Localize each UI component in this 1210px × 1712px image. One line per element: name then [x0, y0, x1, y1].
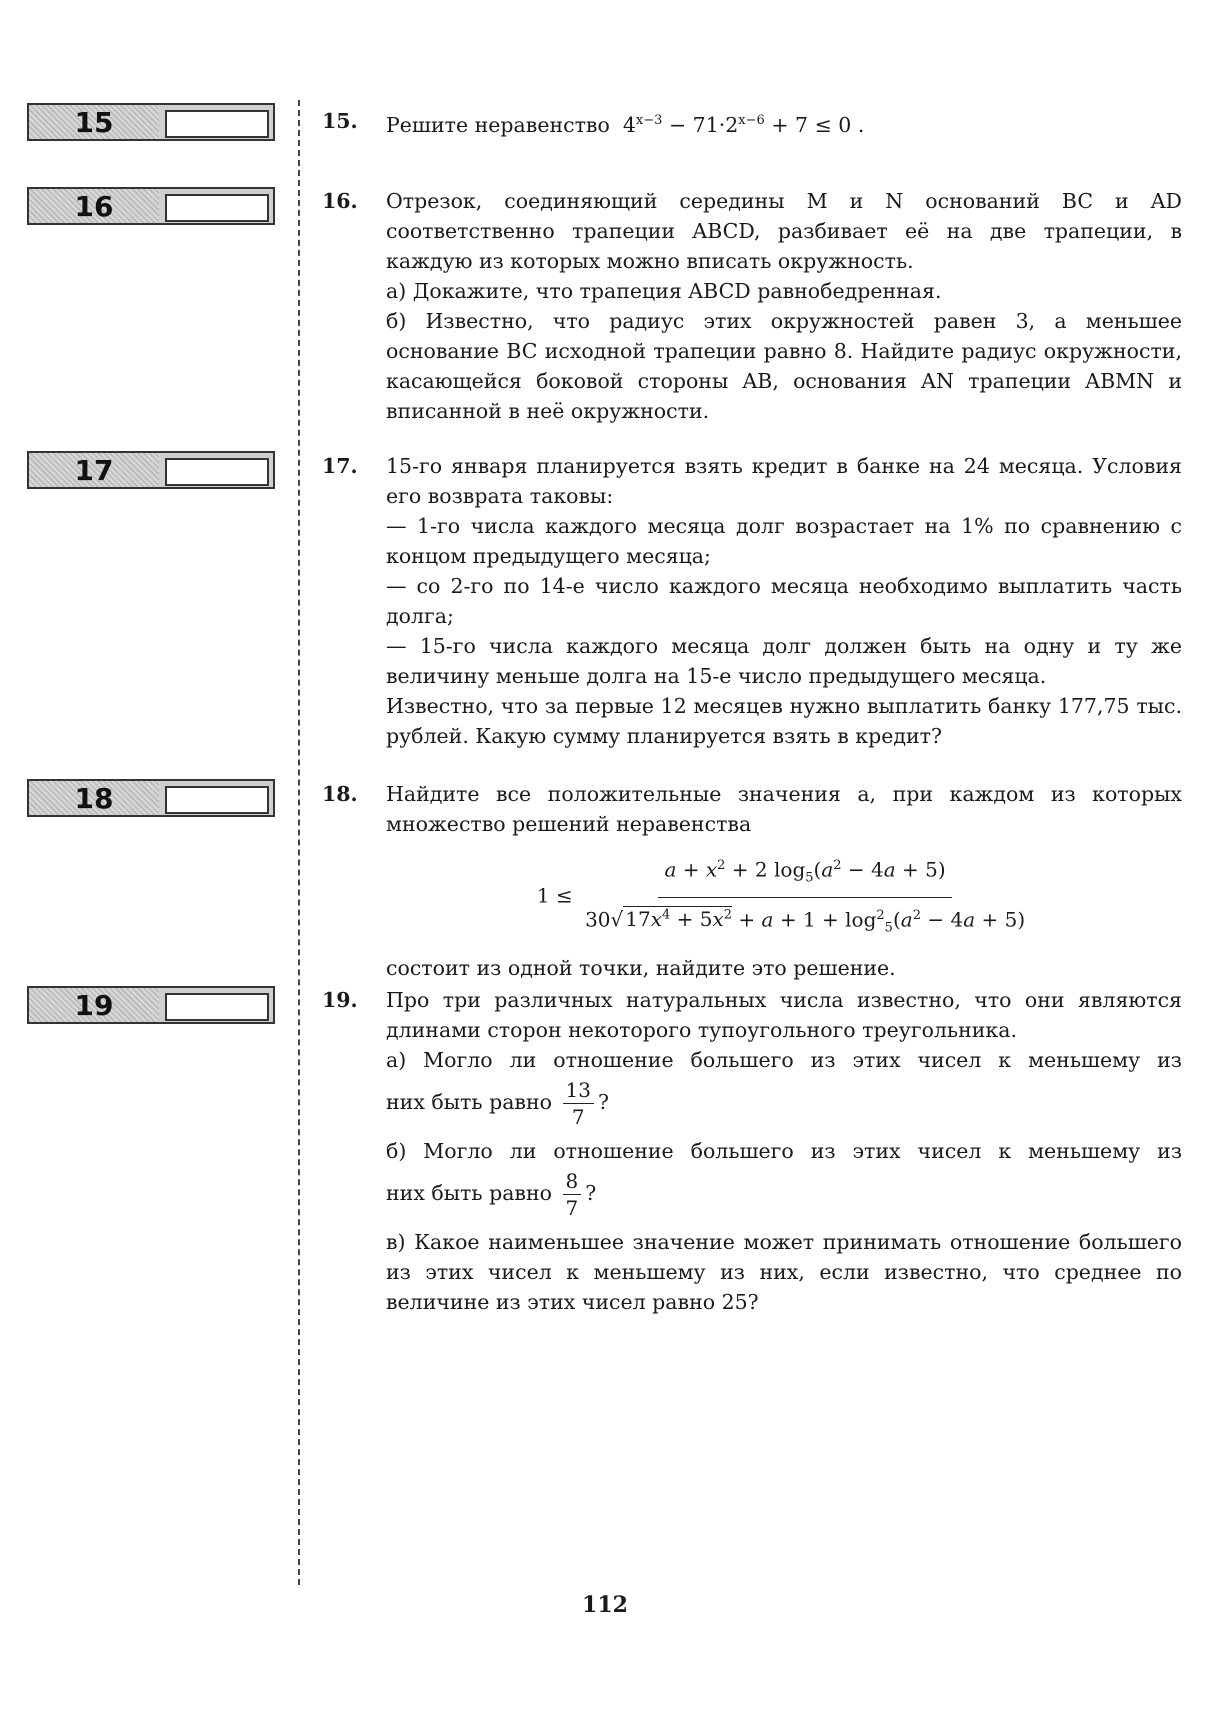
answer-box-19	[27, 986, 275, 1024]
task-number: 18.	[322, 782, 358, 806]
task-18	[322, 779, 1182, 983]
answer-field[interactable]	[165, 993, 269, 1021]
answer-box-label: 15	[29, 105, 159, 139]
task-intro: Найдите все положительные значения a, при каждом из которых множество решений неравенства	[386, 782, 1182, 836]
task-intro: Про три различных натуральных числа известно, что они являются длинами сторон некоторого тупоугольного треугольника.	[386, 988, 1182, 1042]
answer-box-label: 16	[29, 189, 159, 223]
answer-field[interactable]	[165, 458, 269, 486]
condition-2: — со 2-го по 14-е число каждого месяца необходимо выплатить часть долга;	[386, 574, 1182, 628]
task-part-b-fraction-line: них быть равно $\frac{8}{7}$ ?	[386, 1169, 597, 1220]
condition-3: — 15-го числа каждого месяца долг должен быть на одну и ту же величину меньше долга на 15-е число предыдущего месяца.	[386, 634, 1182, 688]
answer-field[interactable]	[165, 110, 269, 138]
task-number: 16.	[322, 189, 358, 213]
inequality: $4^{x-3} - 71\cdot 2^{x-6} + 7 \le 0$ .	[616, 112, 865, 137]
answer-box-18	[27, 779, 275, 817]
task-intro: 15-го января планируется взять кредит в банке на 24 месяца. Условия его возврата таковы:	[386, 454, 1182, 508]
task-outro: состоит из одной точки, найдите это решение.	[386, 956, 896, 981]
answer-field[interactable]	[165, 786, 269, 814]
task-number: 17.	[322, 454, 358, 478]
task-part-b: б) Могло ли отношение большего из этих чисел к меньшему из	[386, 1139, 1182, 1163]
answer-box-16	[27, 187, 275, 225]
cut-line	[298, 100, 300, 1585]
task-19	[322, 985, 1182, 1317]
task-part-b: б) Известно, что радиус этих окружностей равен 3, а меньшее основание BC исходной трапеции равно 8. Найдите радиус окружности, касающейся боковой стороны AB, основания AN трапеции ABMN и вписанной в неё окружности.	[386, 309, 1182, 423]
answer-box-label: 19	[29, 988, 159, 1022]
task-part-a: а) Могло ли отношение большего из этих чисел к меньшему из	[386, 1048, 1182, 1072]
task-15	[322, 106, 1182, 140]
answer-box-label: 18	[29, 781, 159, 815]
task-number: 19.	[322, 988, 358, 1012]
task-16	[322, 186, 1182, 426]
answer-box-label: 17	[29, 453, 159, 487]
task-part-c: в) Какое наименьшее значение может принимать отношение большего из этих чисел к меньшему из них, если известно, что среднее по величине из этих чисел равно 25?	[386, 1230, 1182, 1314]
task-intro: Отрезок, соединяющий середины M и N оснований BC и AD соответственно трапеции ABCD, разбивает её на две трапеции, в каждую из которых можно вписать окружность.	[386, 189, 1182, 273]
answer-box-17	[27, 451, 275, 489]
task-number: 15.	[322, 109, 358, 133]
task-text: Решите неравенство	[386, 112, 610, 137]
condition-1: — 1-го числа каждого месяца долг возрастает на 1% по сравнению с концом предыдущего месяца;	[386, 514, 1182, 568]
task-part-a-fraction-line: них быть равно $\frac{13}{7}$ ?	[386, 1078, 609, 1129]
task-question: Известно, что за первые 12 месяцев нужно выплатить банку 177,75 тыс. рублей. Какую сумму планируется взять в кредит?	[386, 694, 1182, 748]
answer-field[interactable]	[165, 194, 269, 222]
inequality-formula: 1 ≤ $\frac{a + x^2 + 2 \log_5(a^2 - 4a + 5)}{30√ 17x^4 + 5x^2 + a + 1 + \log^2_5(a^2 - 4a + 5)}$	[386, 851, 1182, 943]
page-number: 112	[582, 1592, 628, 1618]
task-part-a: а) Докажите, что трапеция ABCD равнобедренная.	[386, 279, 942, 303]
answer-box-15	[27, 103, 275, 141]
task-17	[322, 451, 1182, 751]
